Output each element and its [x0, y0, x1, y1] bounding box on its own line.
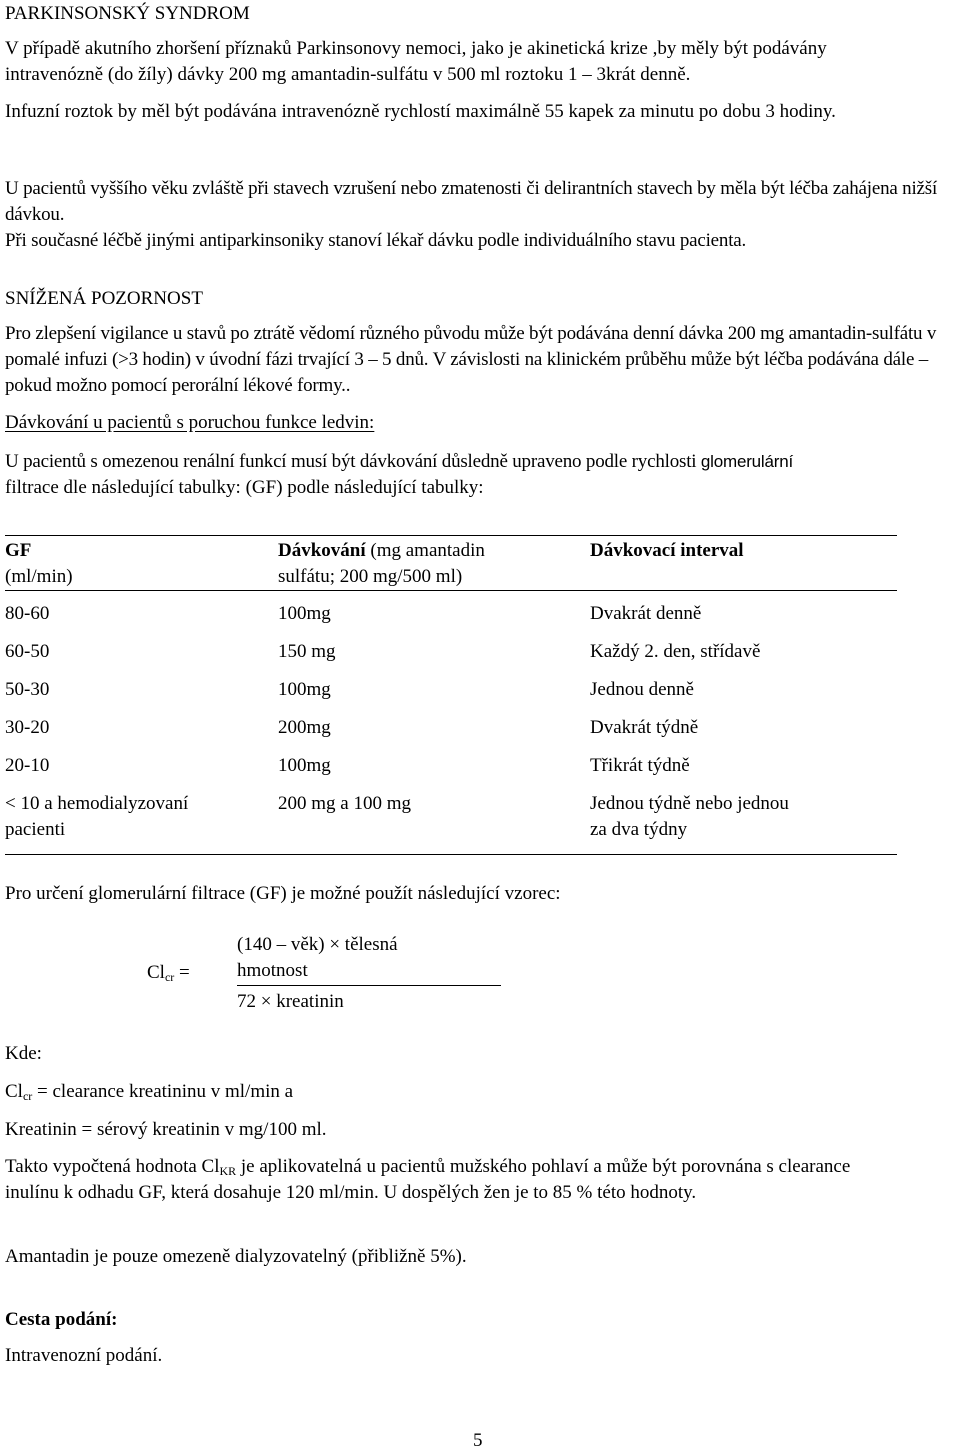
vigilance-text-part2: V závislosti na klinickém průběhu může být léčba podávána dále – pokud možno pomocí perorální lékové formy.. — [5, 349, 929, 396]
vigilance-text-part1: Pro zlepšení vigilance u stavů po ztrátě vědomí různého původu může být podávána denní dávka 200 mg amantadin-sulfátu v pomalé infuzi (>3 hodin) v úvodní fázi trvající 3 – 5 dnů. — [5, 323, 937, 370]
page-number: 5 — [473, 1430, 483, 1451]
formula-lhs-sub: cr — [164, 970, 175, 984]
paragraph-acute-dose: V případě akutního zhoršení příznaků Parkinsonovy nemoci, jako je akinetická krize ,by měly být podávány intravenózně (do žíly) dávky 200 mg amantadin-sulfátu v 500 ml roztoku 1 – 3krát denně. — [5, 38, 827, 85]
calc-text-part2: je aplikovatelná u pacientů mužského pohlaví a může být porovnána s clearance inulínu k odhadu GF, která dosahuje 120 ml/min. U dospělých žen je to 85 % této hodnoty. — [5, 1156, 851, 1203]
calc-text-sub: KR — [219, 1164, 237, 1178]
table-cell-interval: Třikrát týdně — [590, 755, 690, 776]
table-top-rule — [5, 535, 897, 536]
table-bottom-rule — [5, 854, 897, 855]
formula-lhs-base: Cl — [147, 962, 165, 983]
legend-cl-sub: cr — [22, 1089, 33, 1103]
formula-numerator-line1: (140 – věk) × tělesná — [237, 934, 398, 955]
table-cell-gf: 80-60 — [5, 603, 50, 624]
heading-route: Cesta podání: — [5, 1309, 118, 1330]
renal-intro-glomerular: glomerulární — [700, 452, 793, 471]
header-gf-unit: (ml/min) — [5, 566, 73, 587]
formula-lhs-eq: = — [174, 962, 190, 983]
table-cell-interval: Každý 2. den, střídavě — [590, 641, 761, 662]
header-dose-detail-line2: sulfátu; 200 mg/500 ml) — [278, 566, 463, 587]
formula-denominator: 72 × kreatinin — [237, 991, 344, 1012]
paragraph-elderly: U pacientů vyššího věku zvláště při stavech vzrušení nebo zmatenosti či delirantních stavech by měla být léčba zahájena nižší dávkou. — [5, 178, 938, 225]
header-gf-label: GF — [5, 540, 32, 561]
paragraph-dialysis: Amantadin je pouze omezeně dialyzovatelný (přibližně 5%). — [5, 1246, 467, 1267]
header-gf — [5, 538, 73, 590]
table-cell-interval: Dvakrát týdně — [590, 717, 699, 738]
table-header-rule — [5, 590, 897, 591]
table-cell-dose: 100mg — [278, 755, 331, 776]
table-cell-gf: 20-10 — [5, 755, 50, 776]
legend-cl-text: = clearance kreatininu v ml/min a — [32, 1081, 294, 1102]
paragraph-vigilance — [5, 321, 950, 399]
table-cell-interval: Dvakrát denně — [590, 603, 702, 624]
last-row-gf-line2: pacienti — [5, 819, 66, 840]
formula-intro: Pro určení glomerulární filtrace (GF) je možné použít následující vzorec: — [5, 883, 561, 904]
table-cell-dose: 150 mg — [278, 641, 336, 662]
legend-kreatinin: Kreatinin = sérový kreatinin v mg/100 ml. — [5, 1119, 327, 1140]
last-row-interval-line1: Jednou týdně nebo jednou — [590, 793, 789, 814]
table-cell-interval: Jednou denně — [590, 679, 694, 700]
paragraph-renal-intro-line1 — [5, 449, 960, 475]
paragraph-combination: Při současné léčbě jinými antiparkinsoniky stanoví lékař dávku podle individuálního stavu pacienta. — [5, 230, 747, 251]
header-dose-detail: (mg amantadin — [365, 540, 485, 561]
renal-intro-text: U pacientů s omezenou renální funkcí musí být dávkování důsledně upraveno podle rychlosti — [5, 451, 701, 472]
paragraph-infusion-rate: Infuzní roztok by měl být podávána intravenózně rychlostí maximálně 55 kapek za minutu po dobu 3 hodiny. — [5, 101, 836, 122]
header-dose — [278, 538, 485, 590]
table-cell-gf: 60-50 — [5, 641, 50, 662]
legend-cl-definition — [5, 1079, 293, 1105]
table-cell-gf: 30-20 — [5, 717, 50, 738]
calc-text-part1: Takto vypočtená hodnota Cl — [5, 1156, 220, 1177]
table-cell-dose: 100mg — [278, 603, 331, 624]
last-row-gf-line1: < 10 a hemodialyzovaní — [5, 793, 189, 814]
table-row-last-interval — [590, 791, 789, 843]
table-row-last-gf — [5, 791, 188, 843]
table-row-last-dose: 200 mg a 100 mg — [278, 793, 411, 814]
legend-kde: Kde: — [5, 1043, 42, 1064]
header-interval: Dávkovací interval — [590, 540, 744, 561]
formula-fraction-bar — [237, 985, 501, 986]
route-value: Intravenozní podání. — [5, 1345, 163, 1366]
table-cell-dose: 200mg — [278, 717, 331, 738]
formula-lhs — [147, 960, 190, 986]
last-row-interval-line2: za dva týdny — [590, 819, 688, 840]
heading-vigilance: SNÍŽENÁ POZORNOST — [5, 288, 203, 309]
paragraph-calculated-value — [5, 1154, 905, 1206]
header-dose-label: Dávkování — [278, 540, 366, 561]
heading-renal-dosing: Dávkování u pacientů s poruchou funkce ledvin: — [5, 412, 375, 433]
table-cell-dose: 100mg — [278, 679, 331, 700]
heading-parkinson: PARKINSONSKÝ SYNDROM — [5, 3, 250, 24]
formula-numerator-line2: hmotnost — [237, 960, 308, 981]
table-cell-gf: 50-30 — [5, 679, 50, 700]
legend-cl-base: Cl — [5, 1081, 23, 1102]
paragraph-renal-intro-line2: filtrace dle následující tabulky: (GF) podle následující tabulky: — [5, 477, 484, 498]
